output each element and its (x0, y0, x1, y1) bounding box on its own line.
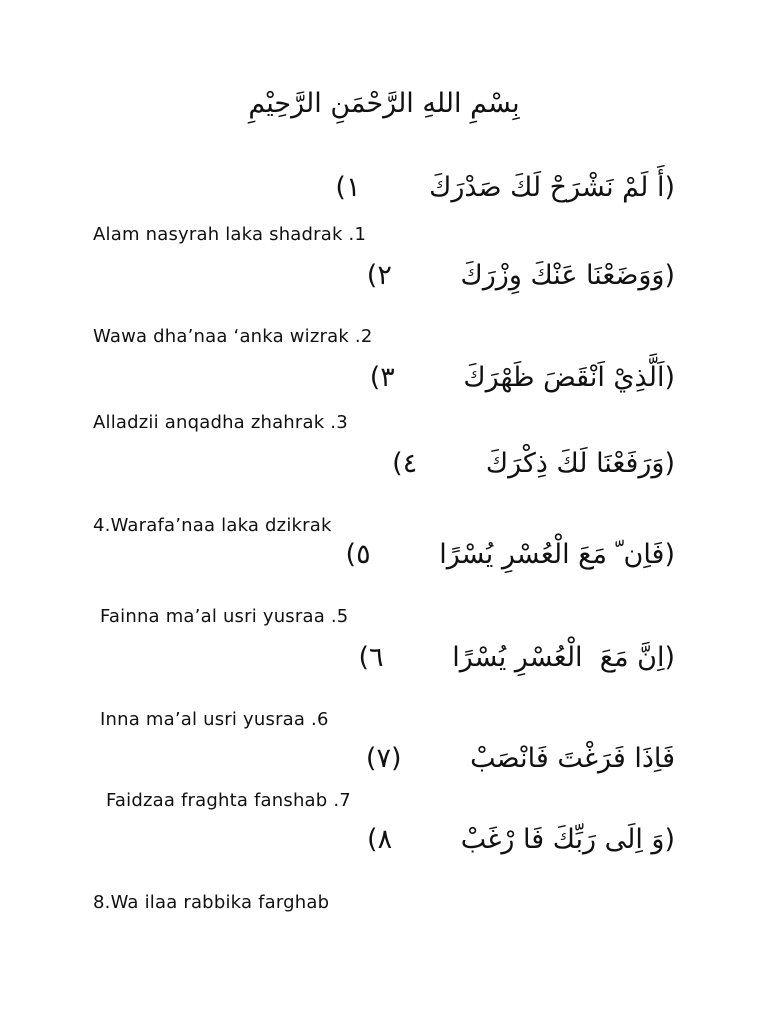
verse-4-arabic: (وَرَفَعْنَا لَكَ ذِكْرَكَ ٤) (392, 448, 675, 479)
bismillah-heading: بِسْمِ اللهِ الرَّحْمَنِ الرَّحِيْمِ (248, 88, 520, 119)
verse-5-transliteration: Fainna ma’al usri yusraa .5 (100, 606, 349, 627)
verse-8-transliteration: 8.Wa ilaa rabbika farghab (93, 892, 330, 913)
verse-2-arabic: (وَوَضَعْنَا عَنْكَ وِزْرَكَ ٢) (366, 260, 675, 291)
verse-5-arabic: (فَاِن ّ مَعَ الْعُسْرِ يُسْرًا ٥) (345, 539, 675, 570)
verse-8-arabic: (وَ اِلَى رَبِّكَ فَا رْغَبْ ٨) (367, 824, 675, 855)
verse-7-arabic: فَاِذَا فَرَغْتَ فَانْصَبْ (٧) (365, 743, 675, 774)
verse-6-transliteration: Inna ma’al usri yusraa .6 (100, 709, 329, 730)
verse-3-arabic: (اَلَّذِيْ اَنْقَضَ ظَهْرَكَ ٣) (369, 362, 675, 393)
verse-1-transliteration: Alam nasyrah laka shadrak .1 (93, 224, 367, 245)
verse-1-arabic: (أَ لَمْ نَشْرَحْ لَكَ صَدْرَكَ ١) (335, 172, 675, 203)
verse-6-arabic: (اِنَّ مَعَ الْعُسْرِ يُسْرًا ٦) (358, 642, 675, 673)
verse-2-transliteration: Wawa dha’naa ‘anka wizrak .2 (93, 326, 373, 347)
verse-4-transliteration: 4.Warafa’naa laka dzikrak (93, 515, 332, 536)
verse-3-transliteration: Alladzii anqadha zhahrak .3 (93, 412, 348, 433)
verse-7-transliteration: Faidzaa fraghta fanshab .7 (106, 790, 351, 811)
